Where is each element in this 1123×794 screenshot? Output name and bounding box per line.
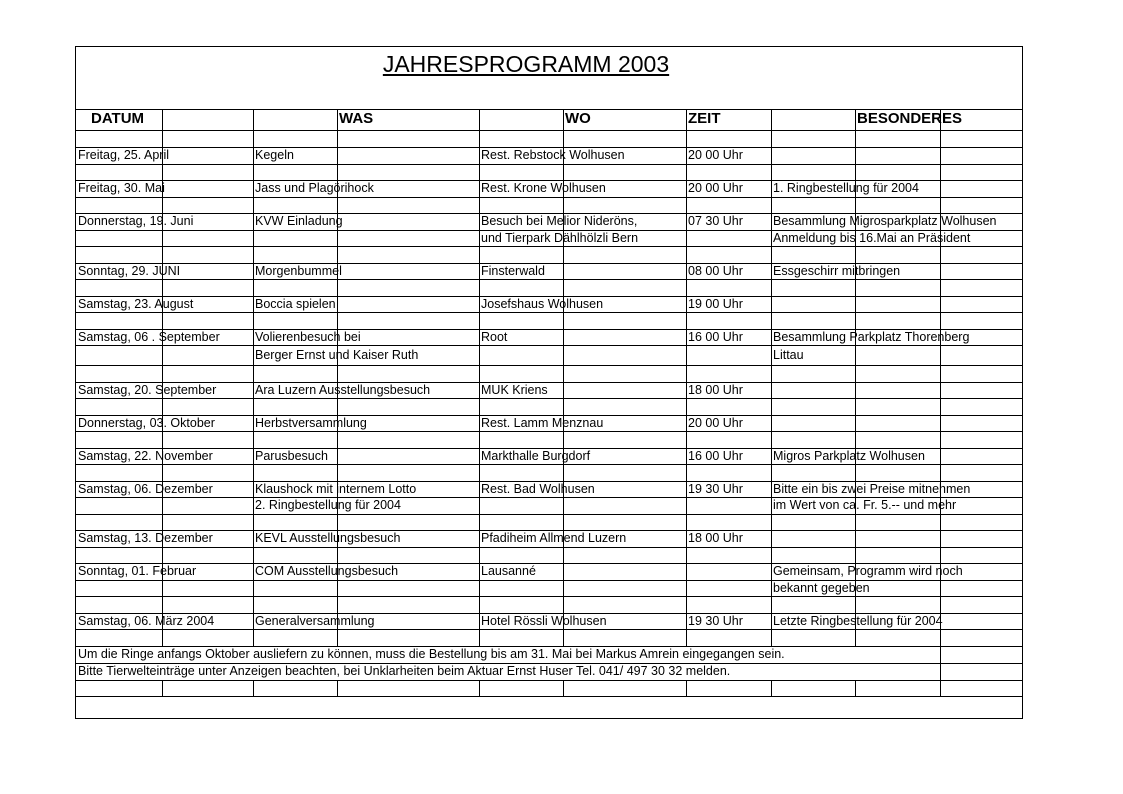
- table-rule: [940, 345, 941, 365]
- table-rule: [253, 547, 254, 564]
- table-rule: [479, 596, 480, 613]
- table-rule: [771, 296, 772, 313]
- table-rule: [855, 680, 856, 696]
- table-rule: [855, 415, 856, 432]
- table-rule: [337, 130, 338, 147]
- table-rule: [76, 464, 1022, 465]
- table-rule: [771, 246, 772, 263]
- table-rule: [940, 629, 941, 646]
- table-rule: [940, 646, 941, 663]
- cell-was: COM Ausstellungsbesuch: [255, 564, 399, 578]
- cell-was: KVW Einladung: [255, 214, 343, 228]
- cell-besonderes: Anmeldung bis 16.Mai an Präsident: [773, 230, 971, 245]
- table-rule: [940, 279, 941, 296]
- table-rule: [686, 563, 687, 580]
- table-rule: [940, 448, 941, 465]
- cell-datum: Donnerstag, 19. Juni: [78, 214, 194, 228]
- table-rule: [855, 382, 856, 399]
- table-rule: [162, 580, 163, 597]
- table-rule: [771, 514, 772, 531]
- table-rule: [253, 109, 254, 130]
- table-rule: [771, 147, 772, 164]
- cell-datum: Sonntag, 01. Februar: [78, 564, 197, 578]
- table-rule: [686, 164, 687, 181]
- table-rule: [686, 312, 687, 329]
- cell-zeit: 18 00 Uhr: [688, 382, 743, 397]
- table-rule: [940, 164, 941, 181]
- table-rule: [253, 130, 254, 147]
- table-rule: [686, 398, 687, 415]
- cell-besonderes: Essgeschirr mitbringen: [773, 263, 901, 278]
- cell-datum: Samstag, 13. Dezember: [78, 531, 213, 545]
- column-header-datum: DATUM: [91, 110, 145, 127]
- cell-wo: Lausanné: [481, 564, 536, 578]
- cell-was: Ara Luzern Ausstellungsbesuch: [255, 382, 431, 397]
- footnote: Um die Ringe anfangs Oktober ausliefern zu können, muss die Bestellung bis am 31. Mai bei Markus Amrein eingegangen sein.: [78, 646, 785, 661]
- table-rule: [563, 246, 564, 263]
- table-rule: [686, 680, 687, 696]
- column-header-wo: WO: [565, 110, 591, 127]
- table-rule: [686, 580, 687, 597]
- cell-datum: Samstag, 23. August: [78, 296, 194, 311]
- column-header-zeit: ZEIT: [688, 110, 721, 127]
- table-rule: [686, 230, 687, 247]
- table-rule: [771, 464, 772, 481]
- cell-zeit: 16 00 Uhr: [688, 448, 743, 463]
- table-rule: [76, 382, 1022, 383]
- footnote: Bitte Tierwelteinträge unter Anzeigen beachten, bei Unklarheiten beim Aktuar Ernst Huser Tel. 041/ 497 30 32 melden.: [78, 663, 731, 678]
- table-rule: [855, 130, 856, 147]
- cell-zeit: 19 30 Uhr: [688, 481, 743, 496]
- table-rule: [479, 398, 480, 415]
- table-rule: [771, 547, 772, 564]
- table-rule: [563, 629, 564, 646]
- table-rule: [686, 365, 687, 382]
- table-rule: [337, 629, 338, 646]
- cell-was: Kegeln: [255, 148, 294, 162]
- cell-besonderes: Besammlung Migrosparkplatz Wolhusen: [773, 214, 997, 228]
- table-rule: [686, 629, 687, 646]
- table-rule: [76, 164, 1022, 165]
- table-rule: [771, 279, 772, 296]
- cell-was: Herbstversammlung: [255, 415, 367, 430]
- table-rule: [76, 398, 1022, 399]
- table-rule: [479, 547, 480, 564]
- table-rule: [855, 296, 856, 313]
- table-rule: [771, 680, 772, 696]
- table-rule: [337, 398, 338, 415]
- table-rule: [563, 164, 564, 181]
- cell-datum: Sonntag, 29. JUNI: [78, 263, 181, 278]
- cell-besonderes: Gemeinsam, Programm wird noch: [773, 564, 963, 578]
- cell-zeit: 08 00 Uhr: [688, 263, 743, 278]
- table-rule: [337, 448, 338, 465]
- cell-was: Boccia spielen: [255, 296, 336, 311]
- cell-wo: Besuch bei Melior Nideröns,: [481, 214, 638, 228]
- table-rule: [855, 246, 856, 263]
- table-rule: [162, 431, 163, 448]
- table-rule: [337, 246, 338, 263]
- table-rule: [479, 680, 480, 696]
- cell-wo: Hotel Rössli Wolhusen: [481, 613, 607, 628]
- cell-datum: Samstag, 06. Dezember: [78, 481, 213, 496]
- table-rule: [855, 629, 856, 646]
- table-rule: [76, 312, 1022, 313]
- table-rule: [337, 514, 338, 531]
- table-rule: [771, 197, 772, 214]
- table-rule: [855, 197, 856, 214]
- table-rule: [771, 415, 772, 432]
- table-rule: [162, 365, 163, 382]
- table-rule: [940, 130, 941, 147]
- cell-was: Jass und Plagörihock: [255, 181, 374, 195]
- table-rule: [76, 197, 1022, 198]
- table-rule: [479, 164, 480, 181]
- cell-was: Parusbesuch: [255, 448, 328, 463]
- table-rule: [337, 547, 338, 564]
- cell-zeit: 20 00 Uhr: [688, 181, 743, 195]
- table-rule: [563, 279, 564, 296]
- table-rule: [771, 629, 772, 646]
- table-rule: [940, 263, 941, 280]
- table-rule: [940, 663, 941, 680]
- table-rule: [686, 596, 687, 613]
- table-rule: [563, 312, 564, 329]
- cell-besonderes: Bitte ein bis zwei Preise mitnehmen: [773, 481, 971, 496]
- table-rule: [162, 345, 163, 365]
- cell-besonderes: Letzte Ringbestellung für 2004: [773, 613, 943, 628]
- table-rule: [771, 398, 772, 415]
- table-rule: [479, 109, 480, 130]
- table-rule: [563, 563, 564, 580]
- table-rule: [855, 164, 856, 181]
- table-rule: [337, 230, 338, 247]
- table-rule: [162, 279, 163, 296]
- table-rule: [479, 497, 480, 514]
- table-rule: [337, 164, 338, 181]
- table-rule: [771, 130, 772, 147]
- cell-was: KEVL Ausstellungsbesuch: [255, 531, 401, 545]
- cell-zeit: 20 00 Uhr: [688, 148, 743, 162]
- table-rule: [771, 365, 772, 382]
- cell-wo: Josefshaus Wolhusen: [481, 296, 604, 311]
- table-rule: [855, 365, 856, 382]
- cell-wo: Rest. Rebstock Wolhusen: [481, 148, 625, 162]
- table-rule: [337, 431, 338, 448]
- table-rule: [337, 680, 338, 696]
- cell-wo: Rest. Krone Wolhusen: [481, 181, 606, 195]
- table-rule: [563, 197, 564, 214]
- cell-was: 2. Ringbestellung für 2004: [255, 498, 401, 512]
- table-rule: [940, 415, 941, 432]
- table-rule: [855, 464, 856, 481]
- table-rule: [563, 345, 564, 365]
- cell-datum: Samstag, 22. November: [78, 448, 213, 463]
- table-rule: [162, 514, 163, 531]
- cell-datum: Freitag, 30. Mai: [78, 181, 165, 195]
- table-rule: [479, 464, 480, 481]
- table-rule: [76, 279, 1022, 280]
- column-header-was: WAS: [339, 110, 374, 127]
- table-rule: [940, 431, 941, 448]
- table-rule: [686, 130, 687, 147]
- cell-datum: Samstag, 06. März 2004: [78, 613, 215, 628]
- table-rule: [479, 130, 480, 147]
- table-rule: [253, 596, 254, 613]
- table-rule: [76, 629, 1022, 630]
- table-rule: [563, 365, 564, 382]
- table-rule: [479, 312, 480, 329]
- table-rule: [563, 680, 564, 696]
- cell-wo: Rest. Bad Wolhusen: [481, 481, 595, 496]
- table-rule: [479, 197, 480, 214]
- table-rule: [479, 345, 480, 365]
- cell-besonderes: Besammlung Parkplatz Thorenberg: [773, 329, 970, 344]
- table-rule: [337, 147, 338, 164]
- table-rule: [940, 197, 941, 214]
- table-rule: [563, 497, 564, 514]
- table-rule: [253, 680, 254, 696]
- table-rule: [76, 246, 1022, 247]
- table-rule: [563, 329, 564, 346]
- cell-zeit: 16 00 Uhr: [688, 329, 743, 344]
- table-rule: [253, 514, 254, 531]
- table-rule: [479, 365, 480, 382]
- table-rule: [337, 312, 338, 329]
- table-rule: [686, 197, 687, 214]
- table-rule: [771, 312, 772, 329]
- table-rule: [686, 279, 687, 296]
- cell-besonderes: 1. Ringbestellung für 2004: [773, 181, 919, 195]
- table-rule: [940, 365, 941, 382]
- table-rule: [563, 547, 564, 564]
- table-rule: [855, 109, 856, 130]
- table-rule: [162, 464, 163, 481]
- table-rule: [855, 147, 856, 164]
- table-rule: [162, 197, 163, 214]
- cell-was: Berger Ernst und Kaiser Ruth: [255, 348, 419, 362]
- table-rule: [76, 345, 1022, 346]
- table-rule: [479, 629, 480, 646]
- table-rule: [855, 547, 856, 564]
- table-rule: [940, 514, 941, 531]
- schedule-sheet: [75, 46, 1023, 719]
- table-rule: [253, 279, 254, 296]
- table-rule: [940, 596, 941, 613]
- table-rule: [253, 464, 254, 481]
- cell-datum: Donnerstag, 03. Oktober: [78, 415, 215, 430]
- table-rule: [162, 130, 163, 147]
- table-rule: [337, 596, 338, 613]
- table-rule: [162, 312, 163, 329]
- cell-zeit: 19 30 Uhr: [688, 613, 743, 628]
- table-rule: [253, 312, 254, 329]
- table-rule: [76, 580, 1022, 581]
- table-rule: [771, 382, 772, 399]
- table-rule: [771, 164, 772, 181]
- table-rule: [563, 109, 564, 130]
- cell-datum: Samstag, 06 . September: [78, 329, 220, 344]
- table-rule: [479, 279, 480, 296]
- table-rule: [855, 312, 856, 329]
- table-rule: [563, 130, 564, 147]
- cell-besonderes: Migros Parkplatz Wolhusen: [773, 448, 925, 463]
- table-rule: [771, 530, 772, 547]
- table-rule: [686, 464, 687, 481]
- table-rule: [855, 530, 856, 547]
- table-rule: [563, 382, 564, 399]
- cell-was: Volierenbesuch bei: [255, 329, 361, 344]
- title-area: [76, 47, 1022, 110]
- page-title: JAHRESPROGRAMM 2003: [382, 51, 670, 77]
- cell-zeit: 19 00 Uhr: [688, 296, 743, 311]
- cell-besonderes: Littau: [773, 348, 804, 362]
- table-rule: [162, 246, 163, 263]
- table-rule: [253, 580, 254, 597]
- table-rule: [686, 345, 687, 365]
- table-rule: [76, 514, 1022, 515]
- table-rule: [337, 279, 338, 296]
- cell-wo: Root: [481, 329, 508, 344]
- table-rule: [563, 464, 564, 481]
- table-rule: [771, 431, 772, 448]
- table-rule: [337, 109, 338, 130]
- table-rule: [940, 530, 941, 547]
- table-rule: [855, 596, 856, 613]
- cell-wo: MUK Kriens: [481, 382, 548, 397]
- table-rule: [162, 109, 163, 130]
- table-rule: [563, 596, 564, 613]
- cell-wo: Pfadiheim Allmend Luzern: [481, 531, 627, 545]
- table-rule: [479, 431, 480, 448]
- table-rule: [162, 596, 163, 613]
- table-rule: [855, 279, 856, 296]
- table-rule: [686, 431, 687, 448]
- cell-wo: und Tierpark Dählhölzli Bern: [481, 230, 639, 245]
- table-rule: [940, 296, 941, 313]
- cell-was: Generalversammlung: [255, 613, 375, 628]
- table-rule: [337, 197, 338, 214]
- table-rule: [940, 180, 941, 197]
- table-rule: [563, 263, 564, 280]
- table-rule: [76, 431, 1022, 432]
- table-rule: [940, 464, 941, 481]
- table-rule: [253, 398, 254, 415]
- cell-besonderes: bekannt gegeben: [773, 580, 870, 595]
- cell-wo: Markthalle Burgdorf: [481, 448, 591, 463]
- table-rule: [686, 547, 687, 564]
- table-rule: [76, 547, 1022, 548]
- table-rule: [686, 514, 687, 531]
- table-rule: [76, 680, 1022, 681]
- table-rule: [855, 431, 856, 448]
- table-rule: [162, 629, 163, 646]
- table-rule: [253, 629, 254, 646]
- table-rule: [563, 580, 564, 597]
- table-rule: [76, 596, 1022, 597]
- table-rule: [940, 382, 941, 399]
- table-rule: [162, 230, 163, 247]
- table-rule: [686, 497, 687, 514]
- cell-datum: Freitag, 25. April: [78, 148, 170, 162]
- table-rule: [855, 345, 856, 365]
- column-header-besonderes: BESONDERES: [857, 110, 963, 127]
- table-rule: [162, 398, 163, 415]
- table-rule: [253, 230, 254, 247]
- table-rule: [940, 398, 941, 415]
- table-rule: [771, 109, 772, 130]
- table-rule: [253, 164, 254, 181]
- cell-datum: Samstag, 20. September: [78, 382, 217, 397]
- table-rule: [855, 514, 856, 531]
- table-rule: [253, 246, 254, 263]
- cell-was: Morgenbummel: [255, 263, 342, 278]
- table-rule: [563, 514, 564, 531]
- table-rule: [771, 596, 772, 613]
- cell-zeit: 07 30 Uhr: [688, 214, 743, 228]
- cell-was: Klaushock mit internem Lotto: [255, 481, 417, 496]
- table-rule: [337, 296, 338, 313]
- table-rule: [162, 547, 163, 564]
- cell-wo: Finsterwald: [481, 263, 545, 278]
- table-rule: [940, 547, 941, 564]
- table-rule: [563, 398, 564, 415]
- table-rule: [162, 497, 163, 514]
- table-rule: [686, 109, 687, 130]
- table-rule: [479, 514, 480, 531]
- table-rule: [686, 246, 687, 263]
- table-rule: [162, 680, 163, 696]
- table-rule: [855, 398, 856, 415]
- table-rule: [479, 246, 480, 263]
- table-rule: [337, 580, 338, 597]
- table-rule: [940, 312, 941, 329]
- table-rule: [76, 365, 1022, 366]
- table-rule: [563, 431, 564, 448]
- cell-zeit: 20 00 Uhr: [688, 415, 743, 430]
- table-rule: [337, 365, 338, 382]
- cell-zeit: 18 00 Uhr: [688, 531, 743, 545]
- table-rule: [253, 431, 254, 448]
- table-rule: [253, 197, 254, 214]
- cell-besonderes: im Wert von ca. Fr. 5.-- und mehr: [773, 498, 957, 512]
- cell-wo: Rest. Lamm Menznau: [481, 415, 604, 430]
- table-rule: [337, 464, 338, 481]
- table-rule: [940, 147, 941, 164]
- table-rule: [76, 130, 1022, 131]
- table-rule: [940, 580, 941, 597]
- table-rule: [940, 246, 941, 263]
- table-rule: [162, 164, 163, 181]
- table-rule: [76, 696, 1022, 697]
- table-rule: [253, 365, 254, 382]
- table-rule: [940, 680, 941, 696]
- table-rule: [479, 580, 480, 597]
